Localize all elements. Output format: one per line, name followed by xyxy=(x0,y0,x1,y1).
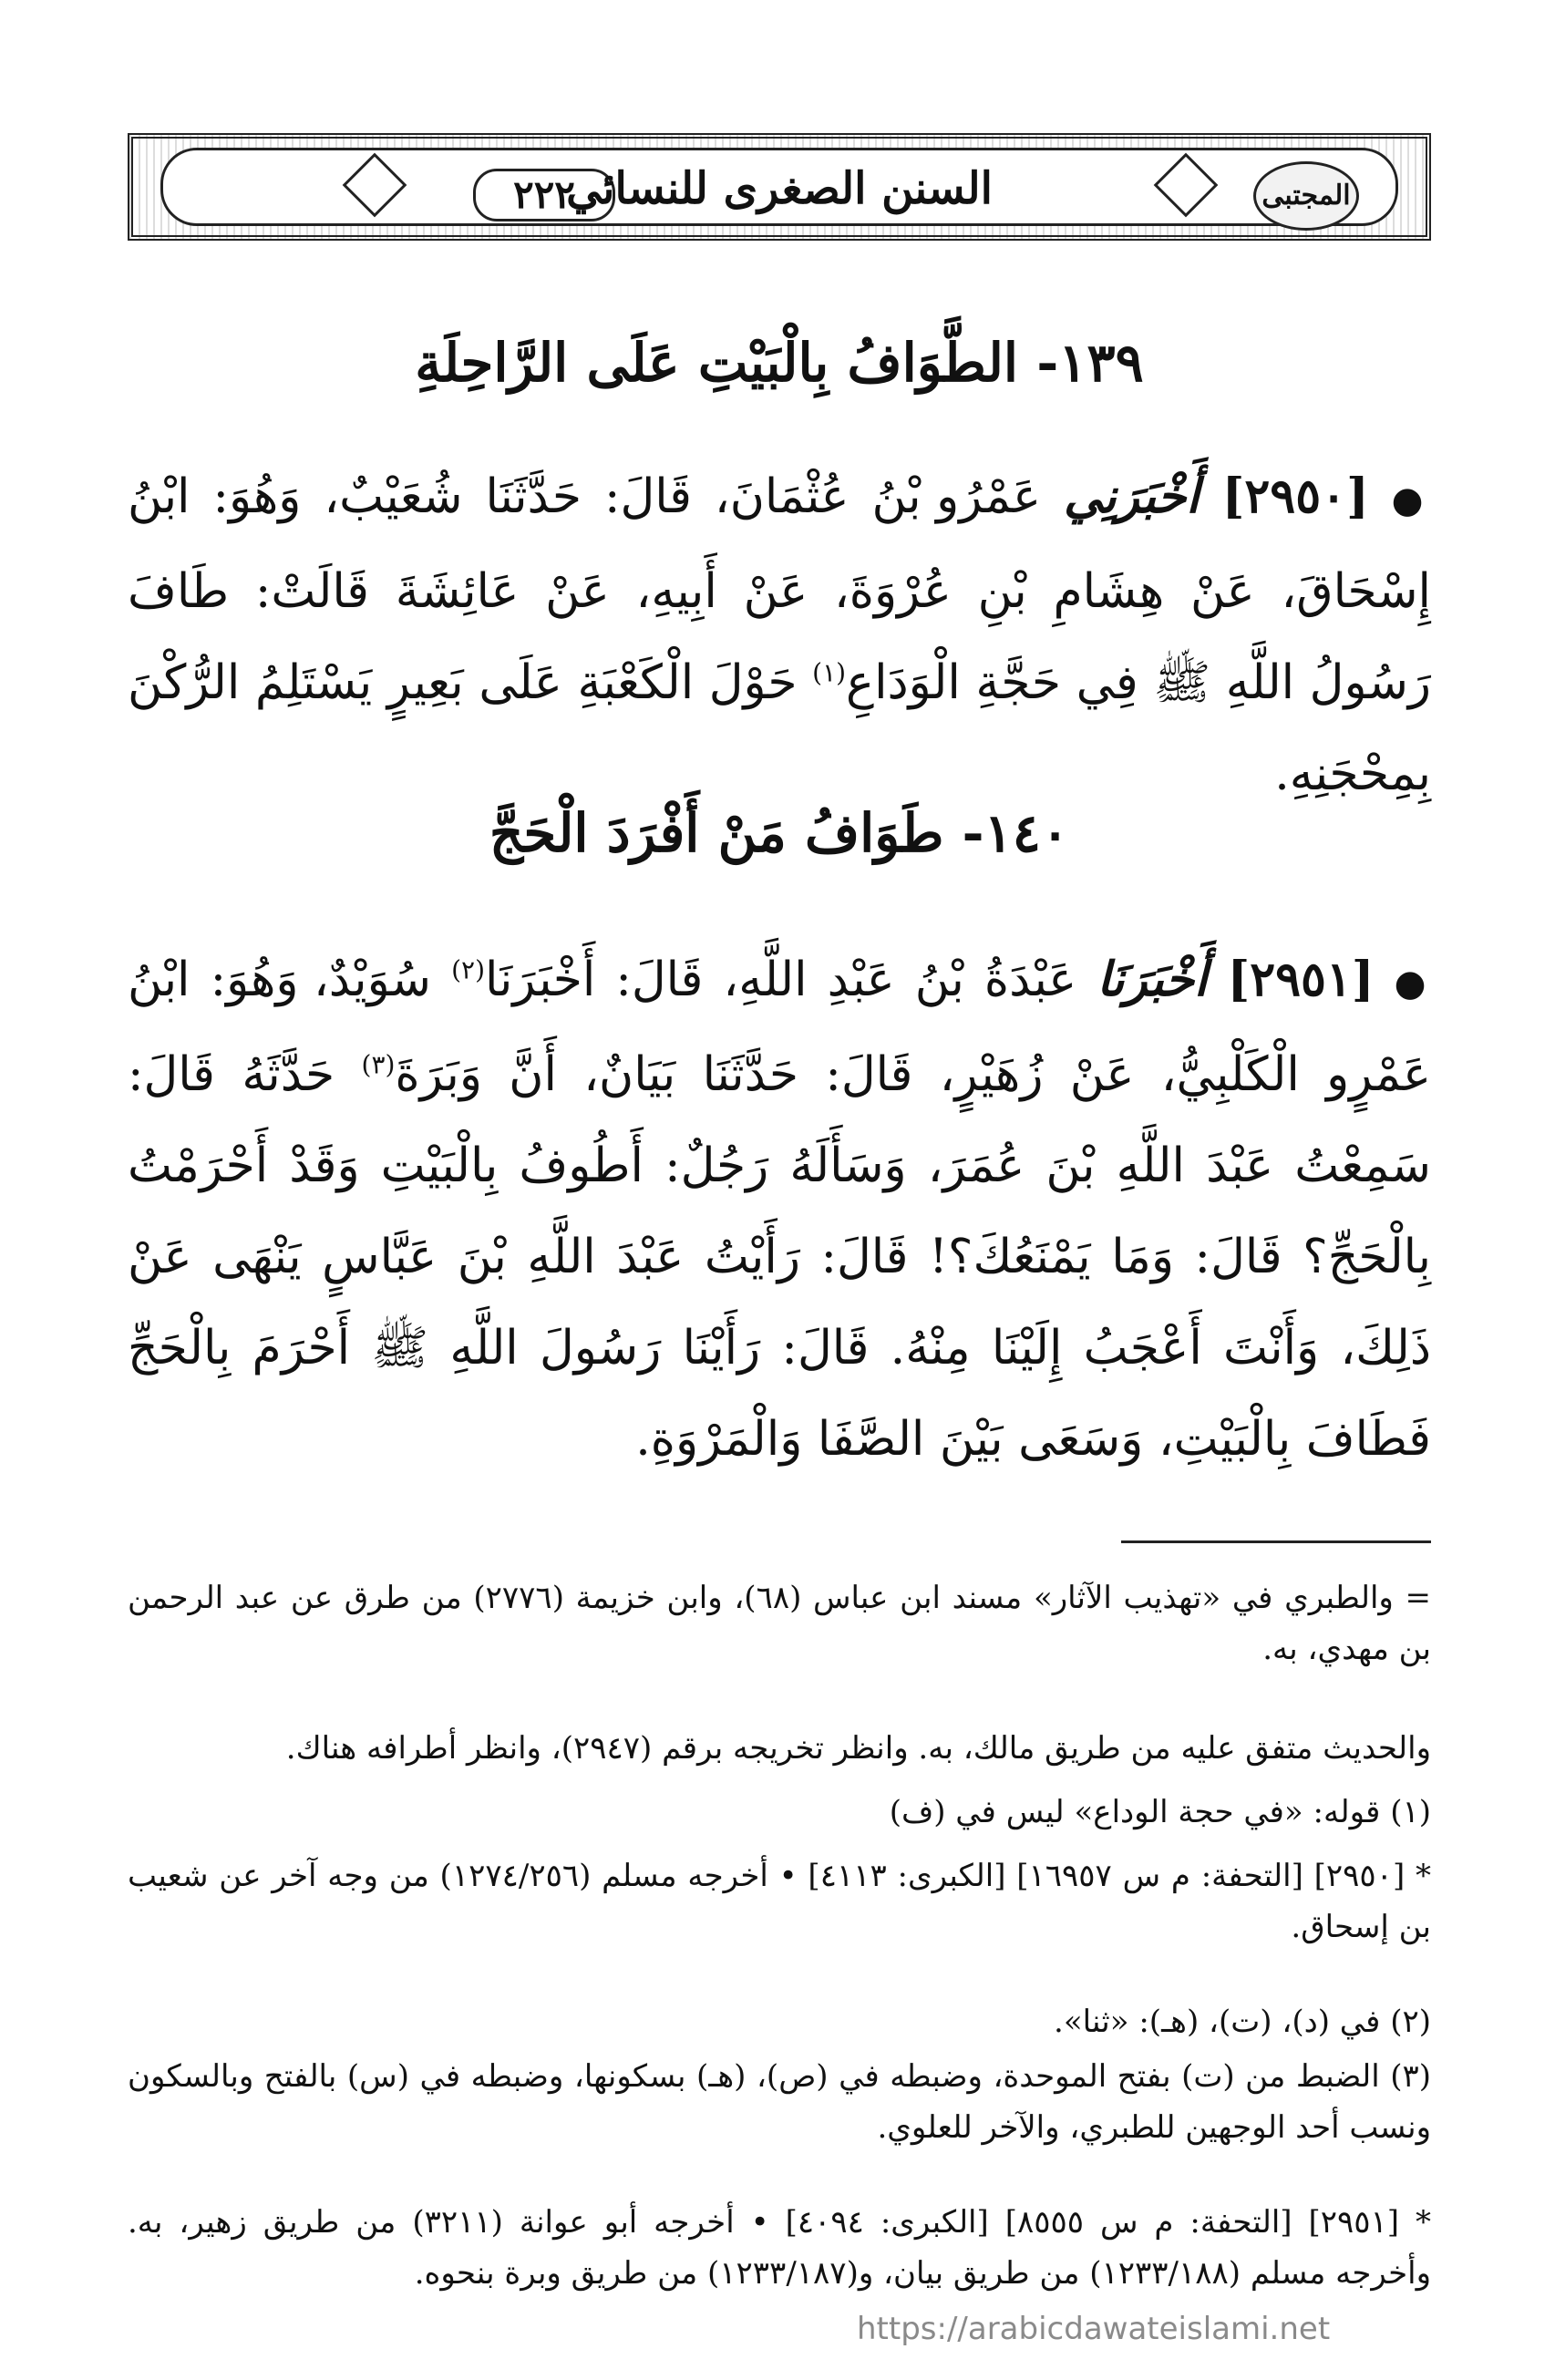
page-number: ٢٢٢ xyxy=(473,169,615,222)
footnote-note: والحديث متفق عليه من طريق مالك، به. وانظر تخريجه برقم (٢٩٤٧)، وانظر أطرافه هناك. xyxy=(285,1730,1431,1767)
footnote-marker: (١) xyxy=(812,657,847,688)
hadith-intro: أَخْبَرَنَا xyxy=(1097,952,1208,1007)
footnote-marker: (٢) xyxy=(451,954,485,985)
footnote-takhrij-2951: * [٢٩٥١] [التحفة: م س ٨٥٥٥] [الكبرى: ٤٠٩٤] • أخرجه أبو عوانة (٣٢١١) من طريق زهير، به. وأخرجه مسلم (١٢٣٣/١٨٨) من طريق بيان، و(١٢٣٣/١٨٧) من طريق وبرة بنحوه. xyxy=(128,2204,1431,2292)
page-header xyxy=(128,133,1431,241)
book-emblem: المجتبى xyxy=(1253,161,1359,231)
footnote-continued: = والطبري في «تهذيب الآثار» مسند ابن عباس (٦٨)، وابن خزيمة (٢٧٧٦) من طرق عن عبد الرحمن بن مهدي، به. xyxy=(128,1580,1432,1667)
book-title: السنن الصغرى للنسائي xyxy=(566,163,993,214)
chapter-title-139: ١٣٩- الطَّوَافُ بِالْبَيْتِ عَلَى الرَّاحِلَةِ xyxy=(415,332,1144,394)
chapter-title-140: ١٤٠- طَوَافُ مَنْ أَفْرَدَ الْحَجَّ xyxy=(489,802,1070,864)
hadith-2951 xyxy=(128,934,1431,1485)
bullet-icon: ● xyxy=(1394,963,1432,1005)
footnote-3: (٣) الضبط من (ت) بفتح الموحدة، وضبطه في (ص)، (هـ) بسكونها، وضبطه في (س) بالفتح وبالسكون ونسب أحد الوجهين للطبري، والآخر للعلوي. xyxy=(128,2058,1431,2146)
hadith-ref: [٢٩٥٠] xyxy=(1221,469,1369,524)
hadith-intro: أَخْبَرَنِي xyxy=(1063,469,1200,524)
hadith-text: حَوْلَ الْكَعْبَةِ عَلَى بَعِيرٍ يَسْتَلِمُ الرُّكْنَ بِمِحْجَنِهِ. xyxy=(128,655,1431,801)
footnote-1: (١) قوله: «في حجة الوداع» ليس في (ف) xyxy=(889,1794,1431,1830)
footnote-takhrij-2950: * [٢٩٥٠] [التحفة: م س ١٦٩٥٧] [الكبرى: ٤١١٣] • أخرجه مسلم (١٢٧٤/٢٥٦) من وجه آخر عن شعيب بن إسحاق. xyxy=(128,1858,1431,1945)
footnote-separator xyxy=(1121,1540,1431,1543)
hadith-text: عَمْرُو بْنُ عُثْمَانَ، قَالَ: حَدَّثَنَا شُعَيْبٌ، وَهُوَ: ابْنُ إِسْحَاقَ، عَنْ هِشَامِ بْنِ عُرْوَةَ، عَنْ أَبِيهِ، عَنْ عَائِشَةَ قَالَتْ: طَافَ رَسُولُ اللَّهِ ﷺ فِي حَجَّةِ الْوَدَاعِ xyxy=(128,469,1432,710)
hadith-text: سُوَيْدٌ، وَهُوَ: ابْنُ عَمْرٍو الْكَلْبِيُّ، عَنْ زُهَيْرٍ، قَالَ: حَدَّثَنَا بَيَانٌ، أَنَّ وَبَرَةَ xyxy=(128,953,1432,1102)
hadith-text: عَبْدَةُ بْنُ عَبْدِ اللَّهِ، قَالَ: أَخْبَرَنَا xyxy=(485,953,1077,1007)
hadith-2950 xyxy=(128,451,1431,819)
bullet-icon: ● xyxy=(1391,479,1432,521)
watermark: https://arabicdawateislami.net xyxy=(857,2311,1331,2347)
hadith-ref: [٢٩٥١] xyxy=(1227,952,1375,1007)
hadith-text: حَدَّثَهُ قَالَ: سَمِعْتُ عَبْدَ اللَّهِ بْنَ عُمَرَ، وَسَأَلَهُ رَجُلٌ: أَطُوفُ بِالْبَيْتِ وَقَدْ أَحْرَمْتُ بِالْحَجِّ؟ قَالَ: وَمَا يَمْنَعُكَ؟! قَالَ: رَأَيْتُ عَبْدَ اللَّهِ بْنَ عَبَّاسٍ يَنْهَى عَنْ ذَلِكَ، وَأَنْتَ أَعْجَبُ إِلَيْنَا مِنْهُ. قَالَ: رَأَيْنَا رَسُولَ اللَّهِ ﷺ أَحْرَمَ بِالْحَجِّ فَطَافَ بِالْبَيْتِ، وَسَعَى بَيْنَ الصَّفَا وَالْمَرْوَةِ. xyxy=(128,1047,1431,1467)
footnote-2: (٢) في (د)، (ت)، (هـ): «ثنا». xyxy=(1054,2004,1431,2040)
footnote-marker: (٣) xyxy=(361,1049,396,1080)
